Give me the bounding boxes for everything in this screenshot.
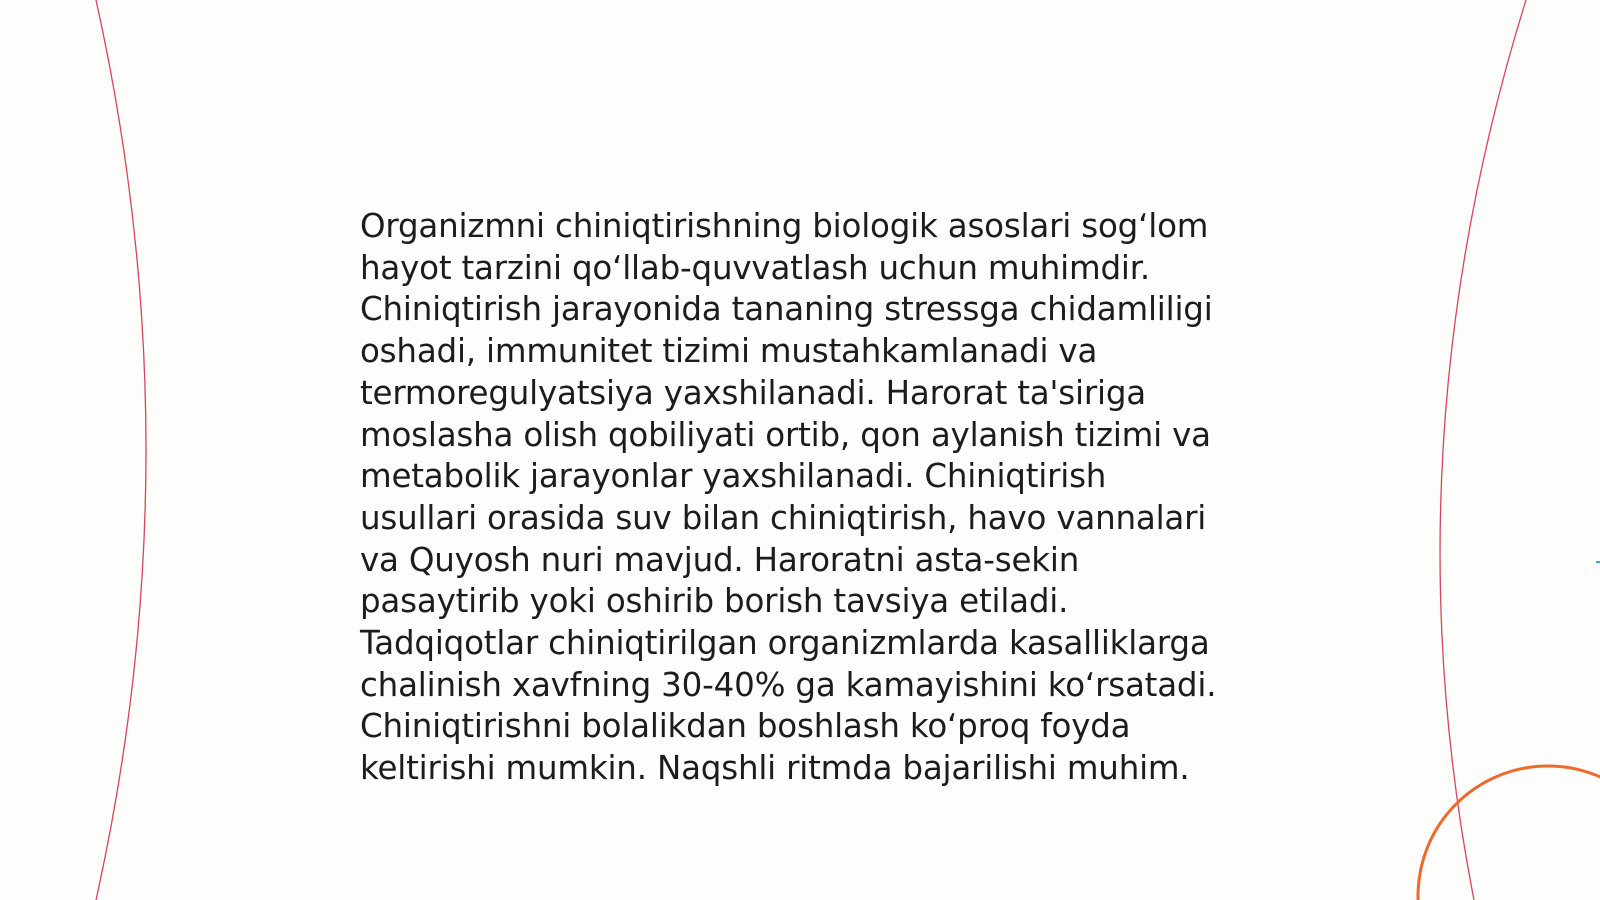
text-line: Chiniqtirish jarayonida tananing stressga chidamliligi (360, 290, 1213, 329)
orange-circle-accent (1418, 766, 1600, 900)
text-line: Chiniqtirishni bolalikdan boshlash ko‘proq foyda (360, 707, 1131, 746)
text-line: Tadqiqotlar chiniqtirilgan organizmlarda kasalliklarga (360, 624, 1210, 663)
text-line: metabolik jarayonlar yaxshilanadi. Chiniqtirish (360, 457, 1107, 496)
left-arc-line (96, 0, 146, 900)
text-line: va Quyosh nuri mavjud. Haroratni asta-sekin (360, 540, 1080, 579)
text-line: oshadi, immunitet tizimi mustahkamlanadi va (360, 332, 1098, 371)
text-line: keltirishi mumkin. Naqshli ritmda bajarilishi muhim. (360, 749, 1190, 788)
text-line: chalinish xavfning 30-40% ga kamayishini ko‘rsatadi. (360, 665, 1217, 704)
right-arc-line (1440, 0, 1526, 900)
text-line: termoregulyatsiya yaxshilanadi. Harorat ta'siriga (360, 373, 1146, 412)
body-paragraph (360, 206, 1240, 790)
text-line: Organizmni chiniqtirishning biologik asoslari sog‘lom (360, 207, 1209, 245)
text-line: hayot tarzini qo‘llab-quvvatlash uchun muhimdir. (360, 248, 1151, 287)
text-line: usullari orasida suv bilan chiniqtirish, havo vannalari (360, 498, 1207, 537)
text-line: pasaytirib yoki oshirib borish tavsiya etiladi. (360, 582, 1069, 621)
text-line: moslasha olish qobiliyati ortib, qon aylanish tizimi va (360, 415, 1211, 454)
